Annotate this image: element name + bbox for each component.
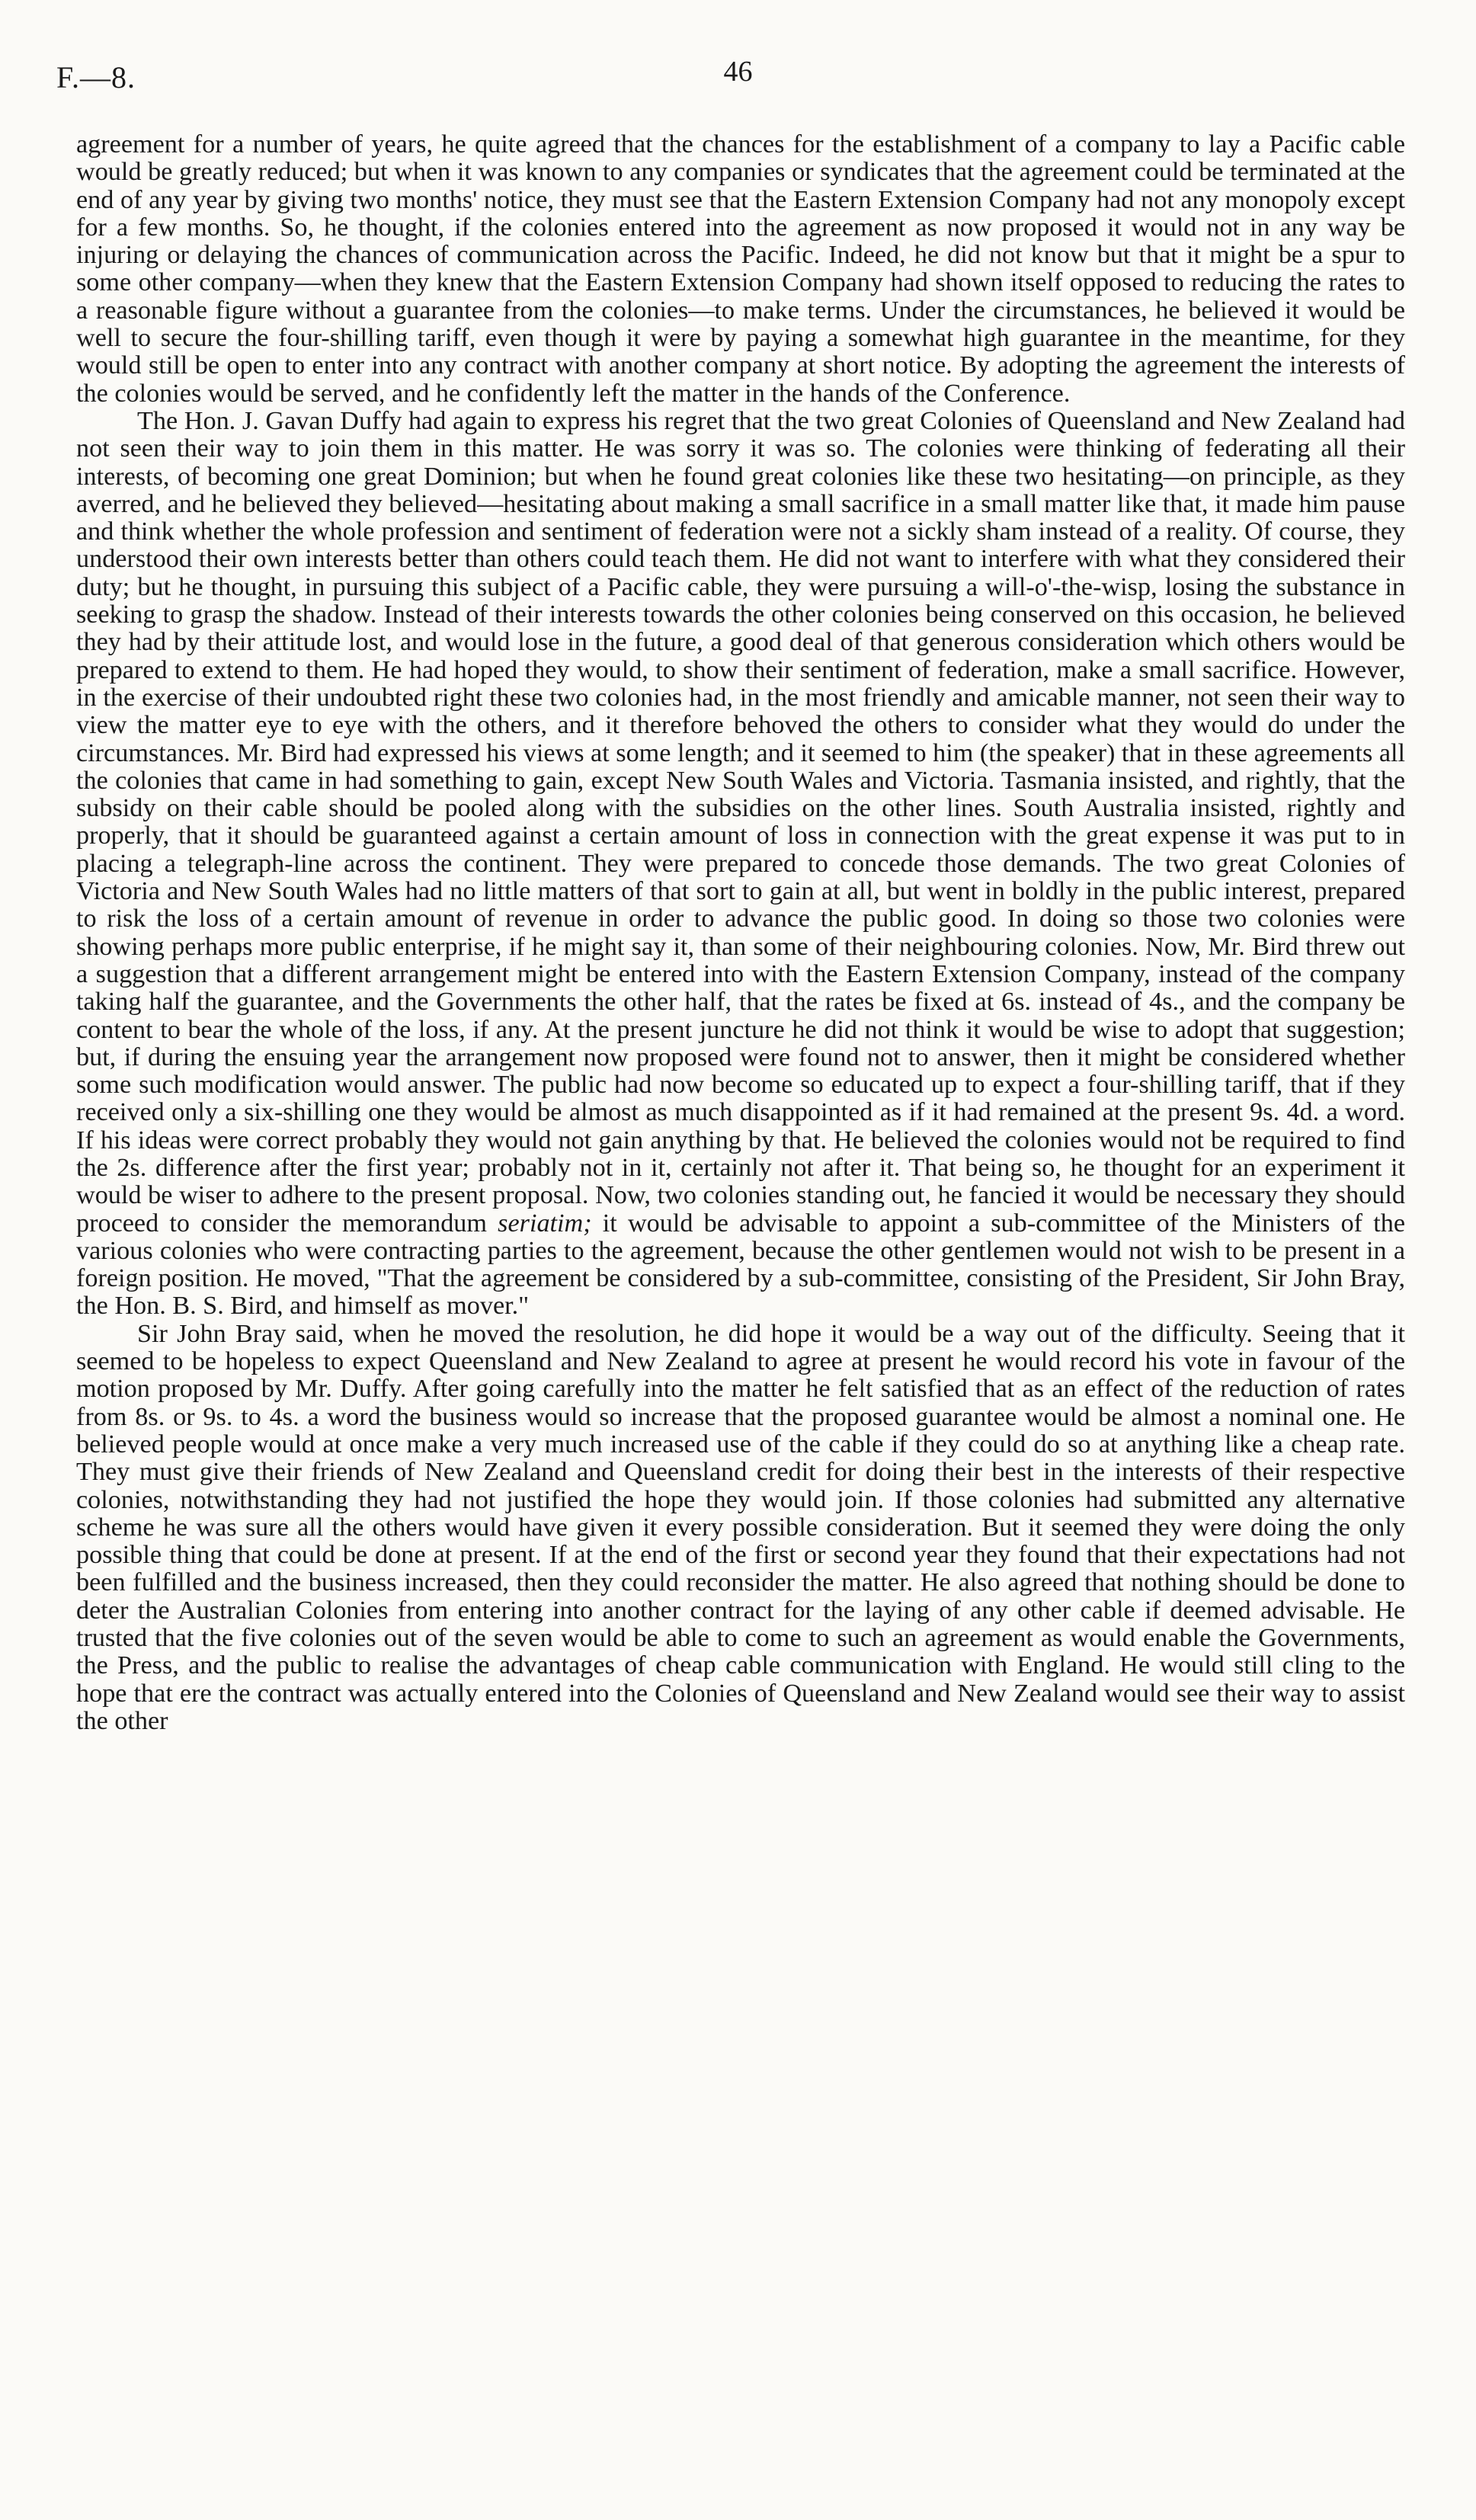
body-text [76, 131, 1405, 1735]
paragraph [76, 408, 1405, 1321]
italic-text: seriatim; [498, 1209, 592, 1238]
paragraph-text: The Hon. J. Gavan Duffy had again to express his regret that the two great Colonies of Queensland and New Zealand had not seen their way to join them in this matter. He was sorry it was so. The colonies were thinking of federating all their interests, of becoming one great Dominion; but when he found great colonies like these two hesitating—on principle, as they averred, and he believed they believed—hesitating about making a small sacrifice in a small matter like that, it made him pause and think whether the whole profession and sentiment of federation were not a sickly sham instead of a reality. Of course, they understood their own interests better than others could teach them. He did not want to interfere with what they considered their duty; but he thought, in pursuing this subject of a Pacific cable, they were pursuing a will-o'-the-wisp, losing the substance in seeking to grasp the shadow. Instead of their interests towards the other colonies being conserved on this occasion, he believed they had by their attitude lost, and would lose in the future, a good deal of that generous consideration which others would be prepared to extend to them. He had hoped they would, to show their sentiment of federation, make a small sacrifice. However, in the exercise of their undoubted right these two colonies had, in the most friendly and amicable manner, not seen their way to view the matter eye to eye with the others, and it therefore behoved the others to consider what they would do under the circumstances. Mr. Bird had expressed his views at some length; and it seemed to him (the speaker) that in these agreements all the colonies that came in had something to gain, except New South Wales and Victoria. Tasmania insisted, and rightly, that the subsidy on their cable should be pooled along with the subsidies on the other lines. South Australia insisted, rightly and properly, that it should be guaranteed against a certain amount of loss in connection with the great expense it was put to in placing a telegraph-line across the continent. They were prepared to concede those demands. The two great Colonies of Victoria and New South Wales had no little matters of that sort to gain at all, but went in boldly in the public interest, prepared to risk the loss of a certain amount of revenue in order to advance the public good. In doing so those two colonies were showing perhaps more public enterprise, if he might say it, than some of their neighbouring colonies. Now, Mr. Bird threw out a suggestion that a different arrangement might be entered into with the Eastern Extension Company, instead of the company taking half the guarantee, and the Governments the other half, that the rates be fixed at 6s. instead of 4s., and the company be content to bear the whole of the loss, if any. At the present juncture he did not think it would be wise to adopt that suggestion; but, if during the ensuing year the arrangement now proposed were found not to answer, then it might be considered whether some such modification would answer. The public had now become so educated up to expect a four-shilling tariff, that if they received only a six-shilling one they would be almost as much disappointed as if it had remained at the present 9s. 4d. a word. If his ideas were correct probably they would not gain anything by that. He believed the colonies would not be required to find the 2s. difference after the first year; probably not in it, certainly not after it. That being so, he thought for an experiment it would be wiser to adhere to the present proposal. Now, two colonies standing out, he fancied it would be necessary they should proceed to consider the memorandum [76, 406, 1406, 1238]
paragraph [76, 1321, 1405, 1735]
paragraph [76, 131, 1405, 408]
paragraph-text: Sir John Bray said, when he moved the resolution, he did hope it would be a way out of the difficulty. Seeing that it seemed to be hopeless to expect Queensland and New Zealand to agree at present he would record his vote in favour of the motion proposed by Mr. Duffy. After going carefully into the matter he felt satisfied that as an effect of the reduction of rates from 8s. or 9s. to 4s. a word the business would so increase that the proposed guarantee would be almost a nominal one. He believed people would at once make a very much increased use of the cable if they could do so at anything like a cheap rate. They must give their friends of New Zealand and Queensland credit for doing their best in the interests of their respective colonies, notwithstanding they had not justified the hope they would join. If those colonies had submitted any alternative scheme he was sure all the others would have given it every possible consideration. But it seemed they were doing the only possible thing that could be done at present. If at the end of the first or second year they found that their expectations had not been fulfilled and the business increased, then they could reconsider the matter. He also agreed that nothing should be done to deter the Australian Colonies from entering into another contract for the laying of any other cable if deemed advisable. He trusted that the five colonies out of the seven would be able to come to such an agreement as would enable the Governments, the Press, and the public to realise the advantages of cheap cable communication with England. He would still cling to the hope that ere the contract was actually entered into the Colonies of Queensland and New Zealand would see their way to assist the other [76, 1319, 1405, 1735]
paragraph-text: it would be advisable to appoint a sub-committee of the Ministers of the various colonies who were contracting parties to the agreement, because the other gentlemen would not wish to be present in a foreign position. He moved, "That the agreement be considered by a sub-committee, consisting of the President, Sir John Bray, the Hon. B. S. Bird, and himself as mover." [76, 1209, 1405, 1321]
paragraph-text: agreement for a number of years, he quite agreed that the chances for the establishment of a company to lay a Pacific cable would be greatly reduced; but when it was known to any companies or syndicates that the agreement could be terminated at the end of any year by giving two months' notice, they must see that the Eastern Extension Company had not any monopoly except for a few months. So, he thought, if the colonies entered into the agreement as now proposed it would not in any way be injuring or delaying the chances of communication across the Pacific. Indeed, he did not know but that it might be a spur to some other company—when they knew that the Eastern Extension Company had shown itself opposed to reducing the rates to a reasonable figure without a guarantee from the colonies—to make terms. Under the circumstances, he believed it would be well to secure the four-shilling tariff, even though it were by paying a somewhat high guarantee in the meantime, for they would still be open to enter into any contract with another company at short notice. By adopting the agreement the interests of the colonies would be served, and he confidently left the matter in the hands of the Conference. [76, 130, 1405, 408]
page-header [53, 55, 1423, 108]
page-number: 46 [723, 56, 753, 88]
document-reference: F.—8. [56, 60, 136, 94]
